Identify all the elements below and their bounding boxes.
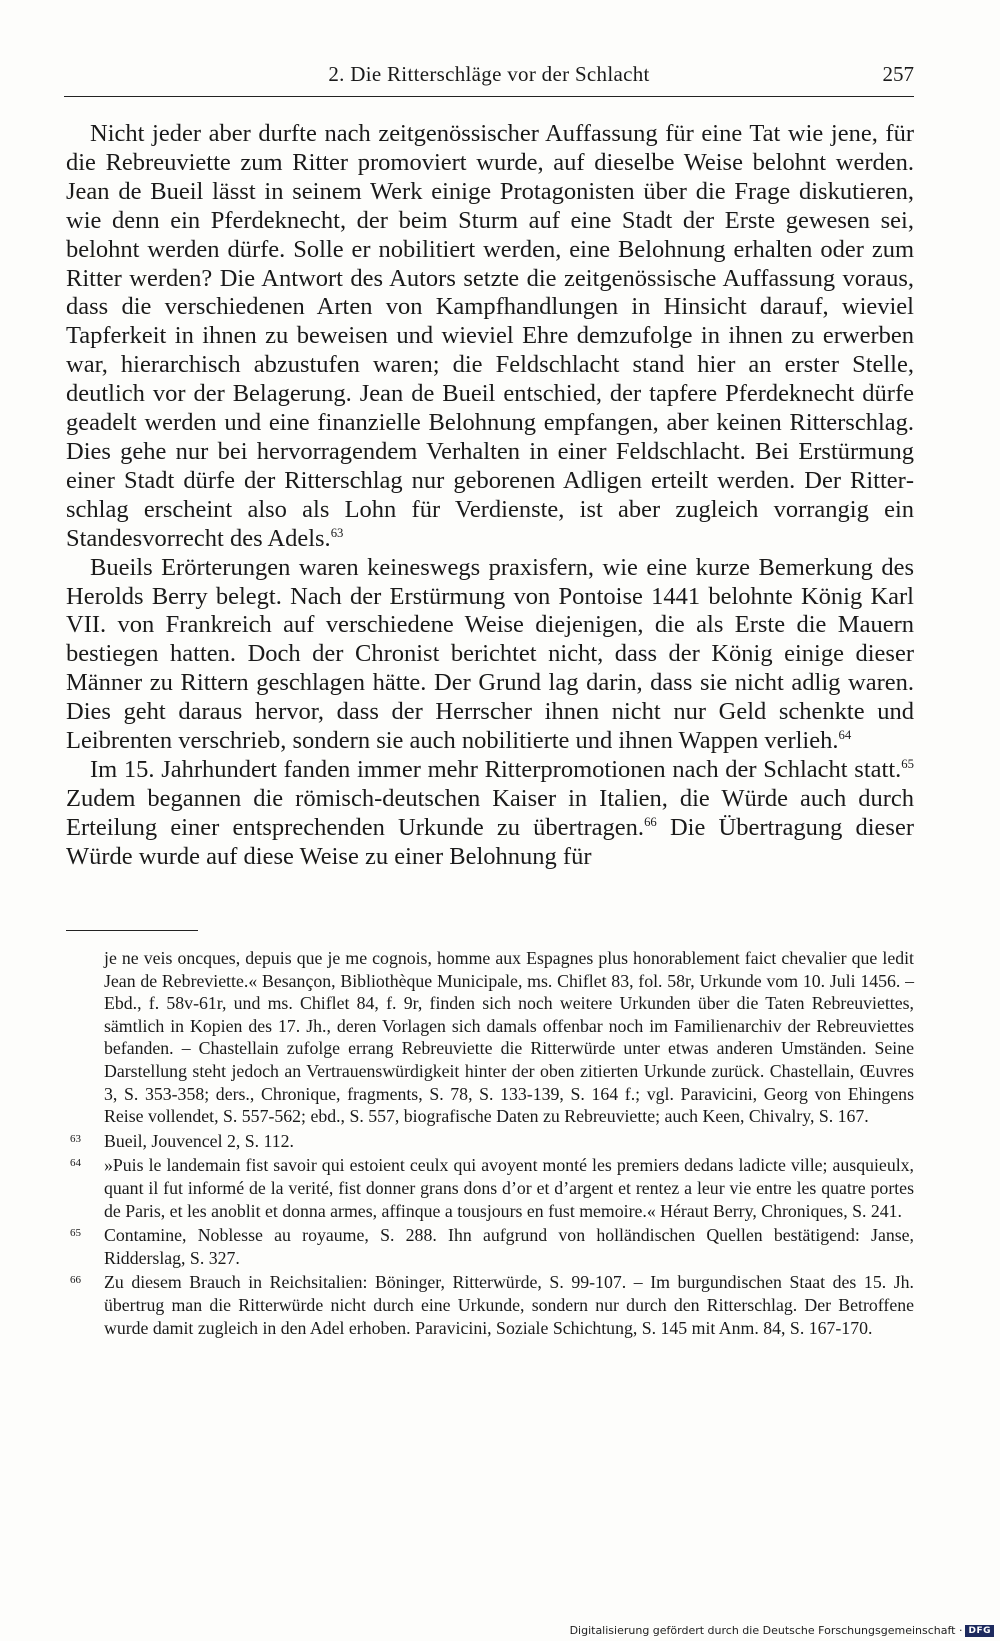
dfg-logo: DFG [965, 1625, 994, 1637]
body-text [66, 120, 914, 872]
footnote-number: 64 [70, 1157, 81, 1170]
footnote-reference[interactable]: 63 [330, 525, 344, 540]
paragraph-text: Bueils Erörterungen waren keineswegs praxisfern, wie eine kurze Bemerkung des Herolds Berry belegt. Nach der Erstürmung von Pontoise 1441 belohnte König Karl VII. von Frankreich auf verschiedene Weise diejenigen, die als Erste die Mauern bestiegen hatten. Doch der Chronist berichtet nicht, dass der König einige dieser Männer zu Rittern geschlagen hätte. Der Grund lag darin, dass sie nicht adlig waren. Dies geht daraus hervor, dass der Herrscher ihnen nicht nur Geld schenkte und Leibrenten verschrieb, sondern sie auch nobilitierte und ihnen Wappen verlieh. [66, 553, 914, 755]
digitization-note: Digitalisierung gefördert durch die Deutsche Forschungsgemeinschaft · [569, 1624, 963, 1637]
footnote-number: 63 [70, 1132, 81, 1145]
footnote [66, 947, 914, 1128]
footnote-text: Contamine, Noblesse au royaume, S. 288. Ihn aufgrund von holländischen Quellen bestätigend: Janse, Ridderslag, S. 327. [104, 1225, 914, 1268]
footnote-text: »Puis le landemain fist savoir qui estoient ceulx qui avoyent monté les premiers dedans ladicte ville; ausquieulx, quant il fut informé de la verité, fist donner grans dons d’or et d’argent et rentez a leur vie entre les quatre portes de Paris, et les anoblit et donna armes, affinque a tousjours en fust memoire.« Héraut Berry, Chroniques, S. 241. [104, 1155, 914, 1221]
paragraph-text: Nicht jeder aber durfte nach zeitgenössischer Auffassung für eine Tat wie jene, für die Rebreuviette zum Ritter promoviert wurde, auf dieselbe Weise belohnt werden. Jean de Bueil lässt in seinem Werk einige Protagonisten über die Frage diskutieren, wie denn ein Pferdeknecht, der beim Sturm auf eine Stadt der Erste gewesen sei, belohnt werden dürfe. Solle er nobilitiert werden, eine Belohnung erhalten oder zum Ritter werden? Die Antwort des Autors setzte die zeitgenössische Auffassung voraus, dass die verschiedenen Arten von Kampfhandlungen in Hinsicht darauf, wieviel Tapferkeit in ihnen zu beweisen und wieviel Ehre demzufolge in ihnen zu erwerben war, hierarchisch abzustufen waren; die Feldschlacht stand hier an erster Stelle, deutlich vor der Belagerung. Jean de Bueil entschied, der tapfere Pferdeknecht dürfe geadelt werden und eine finanzielle Belohnung empfangen, aber keinen Ritterschlag. Dies gehe nur bei hervorragendem Verhalten in einer Feldschlacht. Bei Erstürmung einer Stadt dürfe der Ritterschlag nur geborenen Adligen erteilt werden. Der Ritterschlag erscheint also als Lohn für Verdienste, ist aber zugleich vorrangig ein Standesvorrecht des Adels. [66, 120, 914, 552]
footnote [66, 1154, 914, 1222]
footnote-number: 65 [70, 1227, 81, 1240]
footnote-reference[interactable]: 66 [644, 814, 657, 829]
page-number: 257 [882, 62, 914, 86]
footnote-reference[interactable]: 64 [838, 727, 852, 742]
paragraph-text: Die Übertragung dieser Würde wurde auf diese Weise zu einer Belohnung für [66, 813, 914, 870]
footnote-separator [66, 930, 198, 931]
footnote-text: je ne veis oncques, depuis que je me cognois, homme aux Espagnes plus honorablement faict chevalier que ledit Jean de Rebreviette.« Besançon, Bibliothèque Municipale, ms. Chiflet 83, fol. 58r, Urkunde vom 10. Juli 1456. – Ebd., f. 58v-61r, und ms. Chiflet 84, f. 9r, finden sich noch weitere Urkunden über die Taten Rebreuviettes, sämtlich in Kopien des 17. Jh., deren Vorlagen sich damals offenbar noch im Familienarchiv der Rebreuviettes befanden. – Chastellain zufolge errang Rebreuviette die Ritterwürde unter etwas anderen Umständen. Seine Darstellung steht jedoch an Vertrauenswürdigkeit hinter der oben zitierten Urkunde zurück. Chastellain, Œuvres 3, S. 353-358; ders., Chronique, fragments, S. 78, S. 133-139, S. 164 f.; vgl. Paravicini, Georg von Ehingens Reise vollendet, S. 557-562; ebd., S. 557, biografische Daten zu Rebreuviette; auch Keen, Chivalry, S. 167. [104, 948, 914, 1127]
footnote [66, 1271, 914, 1339]
body-paragraph [66, 756, 914, 872]
body-paragraph [66, 120, 914, 554]
footnotes [66, 947, 914, 1341]
footnote-reference[interactable]: 65 [901, 756, 914, 771]
digitization-footer [570, 1624, 994, 1637]
footnote [66, 1224, 914, 1269]
body-paragraph [66, 554, 914, 756]
footnote [66, 1130, 914, 1153]
paragraph-text: Zudem begannen die römisch-deutschen Kaiser in Italien, die Würde auch durch Erteilung einer entsprechenden Urkunde zu übertragen. [66, 784, 914, 841]
footnote-text: Zu diesem Brauch in Reichsitalien: Böninger, Ritterwürde, S. 99-107. – Im burgundischen Staat des 15. Jh. übertrug man die Ritterwürde nicht durch eine Urkunde, sondern nur durch den Ritterschlag. Der Betroffene wurde damit zugleich in den Adel erhoben. Paravicini, Soziale Schichtung, S. 145 mit Anm. 84, S. 167-170. [104, 1272, 914, 1338]
running-title: 2. Die Ritterschläge vor der Schlacht [328, 62, 650, 86]
paragraph-text: Im 15. Jahrhundert fanden immer mehr Ritterpromotionen nach der Schlacht statt. [90, 755, 902, 783]
footnote-number: 66 [70, 1274, 81, 1287]
running-head [64, 62, 914, 97]
footnote-text: Bueil, Jouvencel 2, S. 112. [104, 1130, 294, 1151]
